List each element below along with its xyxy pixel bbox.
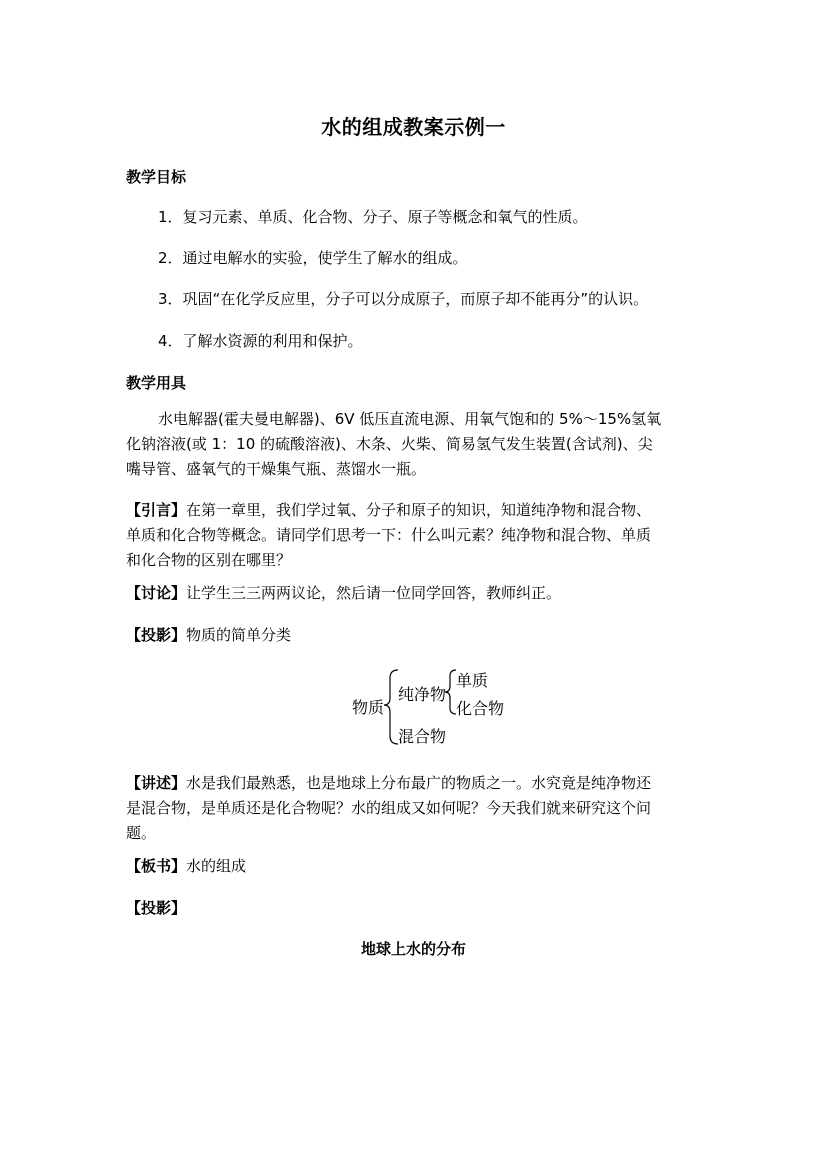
board-tag: 【板书】 (126, 857, 187, 875)
board-line (126, 856, 706, 876)
tools-line: 化钠溶液(或 1：10 的硫酸溶液)、木条、火柴、简易氢气发生装置(含试剂)、尖 (126, 435, 653, 453)
lecture-tag: 【讲述】 (126, 774, 187, 792)
goals-heading: 教学目标 (126, 168, 187, 186)
intro-line: 和化合物的区别在哪里？ (126, 551, 292, 569)
tools-line: 嘴导管、盛氧气的干燥集气瓶、蒸馏水一瓶。 (126, 460, 427, 478)
goal-item: 2．通过电解水的实验，使学生了解水的组成。 (158, 249, 468, 267)
projection-line (126, 625, 706, 645)
big-brace (384, 670, 398, 744)
diagram-pure: 纯净物 (398, 685, 447, 704)
small-brace (445, 670, 456, 714)
projection-tag: 【投影】 (126, 626, 187, 644)
intro-text: 在第一章里，我们学过氧、分子和原子的知识，知道纯净物和混合物、 (186, 501, 652, 519)
goal-item: 4．了解水资源的利用和保护。 (158, 332, 363, 350)
tools-line: 水电解器(霍夫曼电解器)、6V 低压直流电源、用氧气饱和的 5%～15%氢氧 (158, 410, 662, 428)
goal-item: 3．巩固“在化学反应里，分子可以分成原子，而原子却不能再分”的认识。 (158, 290, 649, 308)
discuss-tag: 【讨论】 (126, 584, 187, 602)
diagram-compound: 化合物 (456, 699, 505, 718)
discuss-text: 让学生三三两两议论，然后请一位同学回答，教师纠正。 (186, 584, 562, 602)
lecture-line: 是混合物，是单质还是化合物呢？水的组成又如何呢？今天我们就来研究这个问 (126, 799, 652, 817)
board-text: 水的组成 (186, 857, 247, 875)
classification-diagram (350, 664, 530, 748)
diagram-mixture: 混合物 (398, 727, 447, 746)
projection-text: 物质的简单分类 (186, 626, 292, 644)
goal-item: 1．复习元素、单质、化合物、分子、原子等概念和氧气的性质。 (158, 208, 588, 226)
projection2-line (126, 898, 706, 918)
tools-heading: 教学用具 (126, 374, 187, 392)
intro-tag: 【引言】 (126, 501, 187, 519)
intro-line: 单质和化合物等概念。请同学们思考一下：什么叫元素？纯净物和混合物、单质 (126, 526, 652, 544)
section-subtitle: 地球上水的分布 (360, 940, 466, 958)
intro-line-1 (126, 500, 706, 520)
diagram-element: 单质 (456, 671, 489, 690)
lecture-text: 水是我们最熟悉，也是地球上分布最广的物质之一。水究竟是纯净物还 (186, 774, 652, 792)
lecture-line: 题。 (126, 824, 157, 842)
discuss-line (126, 583, 706, 603)
document-title: 水的组成教案示例一 (321, 115, 506, 139)
lecture-line-1 (126, 773, 706, 793)
diagram-root: 物质 (352, 698, 385, 717)
projection2-tag: 【投影】 (126, 899, 187, 917)
